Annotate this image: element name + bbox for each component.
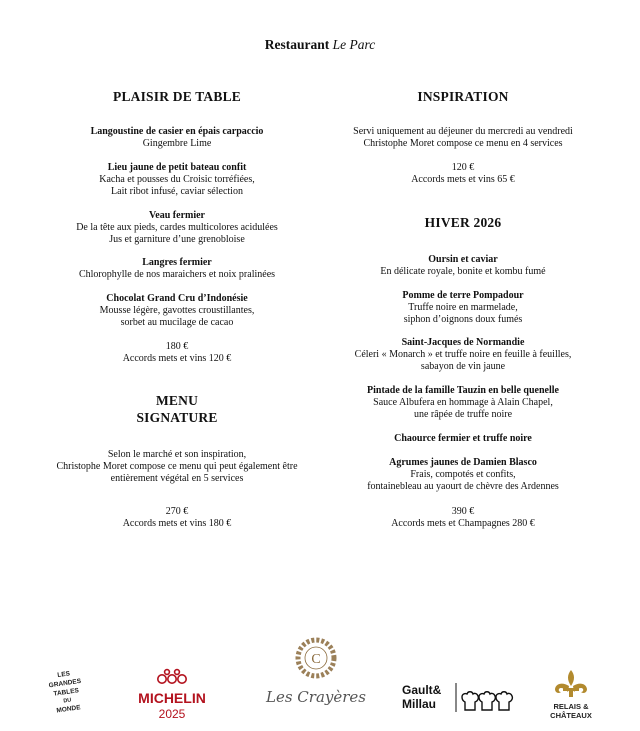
inspiration-intro <box>313 126 613 150</box>
crayeres-logo <box>258 636 378 716</box>
dish-name: Langres fermier <box>142 257 212 268</box>
dish-line: sorbet au mucilage de cacao <box>120 317 234 328</box>
signature-intro <box>27 449 327 485</box>
signature-title-line: SIGNATURE <box>136 410 218 425</box>
dish-line: De la tête aux pieds, cardes multicolores acidulées <box>76 222 278 233</box>
menu-price: 270 € <box>165 506 189 517</box>
crayeres-monogram: C <box>311 652 321 667</box>
dish-item <box>313 433 613 445</box>
partner-logos <box>0 630 640 731</box>
dish-line: Chlorophylle de nos maraichers et noix pralinées <box>78 269 276 280</box>
signature-title <box>27 392 327 426</box>
lgtm-word: MONDE <box>56 704 82 715</box>
dish-item <box>313 457 613 493</box>
relais-chateaux-logo <box>546 668 596 720</box>
price-block <box>27 341 327 365</box>
dish-name: Langoustine de casier en épais carpaccio <box>90 126 264 137</box>
lgtm-word: GRANDES <box>48 677 82 690</box>
title-prefix: Restaurant <box>264 37 330 52</box>
dish-line: Céleri « Monarch » et truffe noire en feuille à feuilles, <box>354 349 572 360</box>
dish-item <box>313 254 613 278</box>
gm-word: Gault& <box>402 683 442 697</box>
michelin-logo <box>136 668 208 720</box>
wine-pairing: Accords mets et vins 180 € <box>122 518 232 529</box>
dish-name: Chaource fermier et truffe noire <box>394 433 532 444</box>
dish-name: Pintade de la famille Tauzin en belle quenelle <box>367 385 559 396</box>
michelin-year: 2025 <box>158 707 186 720</box>
dish-line: Sauce Albufera en hommage à Alain Chapel, <box>373 397 553 408</box>
lgtm-word: DU <box>63 697 72 705</box>
wine-pairing: Accords mets et vins 65 € <box>411 174 515 185</box>
gaultmillau-logo <box>402 678 518 718</box>
menu-price: 120 € <box>451 162 475 173</box>
dish-name: Saint-Jacques de Normandie <box>401 337 525 348</box>
plaisir-title: PLAISIR DE TABLE <box>113 89 241 104</box>
crayeres-emblem-icon <box>258 636 378 716</box>
michelin-stars-icon <box>136 668 208 720</box>
dish-name: Veau fermier <box>149 210 205 221</box>
dish-line: Truffe noire en marmelade, <box>408 302 518 313</box>
toques-icon <box>462 692 512 710</box>
intro-line: Selon le marché et son inspiration, <box>107 449 247 460</box>
dish-line: sabayon de vin jaune <box>420 361 506 372</box>
wine-pairing: Accords mets et Champagnes 280 € <box>391 518 535 529</box>
dish-name: Lieu jaune de petit bateau confit <box>107 162 247 173</box>
intro-line: Christophe Moret compose ce menu qui peut également être <box>56 461 298 472</box>
dish-item <box>313 385 613 421</box>
lgtm-word: LES <box>56 670 71 680</box>
hiver-title: HIVER 2026 <box>424 215 502 230</box>
grandes-tables-mark <box>44 666 88 716</box>
dish-item <box>27 293 327 329</box>
relais-word: CHÂTEAUX <box>550 711 592 720</box>
gm-word: Millau <box>402 697 437 711</box>
dish-line: Kacha et pousses du Croisic torréfiées, <box>99 174 255 185</box>
intro-line: Servi uniquement au déjeuner du mercredi au vendredi <box>353 126 573 137</box>
signature-title-line: MENU <box>155 393 199 408</box>
dish-item <box>313 290 613 326</box>
gaultmillau-mark <box>402 678 518 718</box>
inspiration-title: INSPIRATION <box>417 89 509 104</box>
dish-line: Mousse légère, gavottes croustillantes, <box>99 305 255 316</box>
dish-line: une râpée de truffe noire <box>413 409 513 420</box>
restaurant-title <box>0 37 640 53</box>
dish-line: Gingembre Lime <box>142 138 212 149</box>
dish-name: Pomme de terre Pompadour <box>402 290 524 301</box>
dish-name: Agrumes jaunes de Damien Blasco <box>389 457 537 468</box>
dish-item <box>313 337 613 373</box>
relais-fleur-icon <box>546 668 596 720</box>
dish-line: siphon d’oignons doux fumés <box>403 314 523 325</box>
dish-item <box>27 162 327 198</box>
dish-line: fontainebleau au yaourt de chèvre des Ardennes <box>367 481 559 492</box>
title-italic: Le Parc <box>332 37 376 52</box>
price-block <box>27 506 327 530</box>
dish-item <box>27 257 327 281</box>
dish-item <box>27 126 327 150</box>
dish-item <box>27 210 327 246</box>
menu-price: 390 € <box>451 506 475 517</box>
dish-line: En délicate royale, bonite et kombu fumé <box>380 266 546 277</box>
intro-line: entièrement végétal en 5 services <box>110 473 244 484</box>
dish-name: Oursin et caviar <box>428 254 498 265</box>
dish-line: Jus et garniture d’une grenobloise <box>109 234 245 245</box>
grandes-tables-logo <box>44 666 88 716</box>
price-block <box>313 162 613 186</box>
relais-word: RELAIS & <box>553 702 589 711</box>
wine-pairing: Accords mets et vins 120 € <box>122 353 232 364</box>
dish-line: Lait ribot infusé, caviar sélection <box>111 186 243 197</box>
michelin-name: MICHELIN <box>138 690 206 706</box>
dish-name: Chocolat Grand Cru d’Indonésie <box>106 293 248 304</box>
price-block <box>313 506 613 530</box>
menu-price: 180 € <box>165 341 189 352</box>
intro-line: Christophe Moret compose ce menu en 4 services <box>363 138 563 149</box>
lgtm-word: TABLES <box>53 687 80 698</box>
dish-line: Frais, compotés et confits, <box>410 469 516 480</box>
crayeres-name: Les Crayères <box>266 688 366 706</box>
